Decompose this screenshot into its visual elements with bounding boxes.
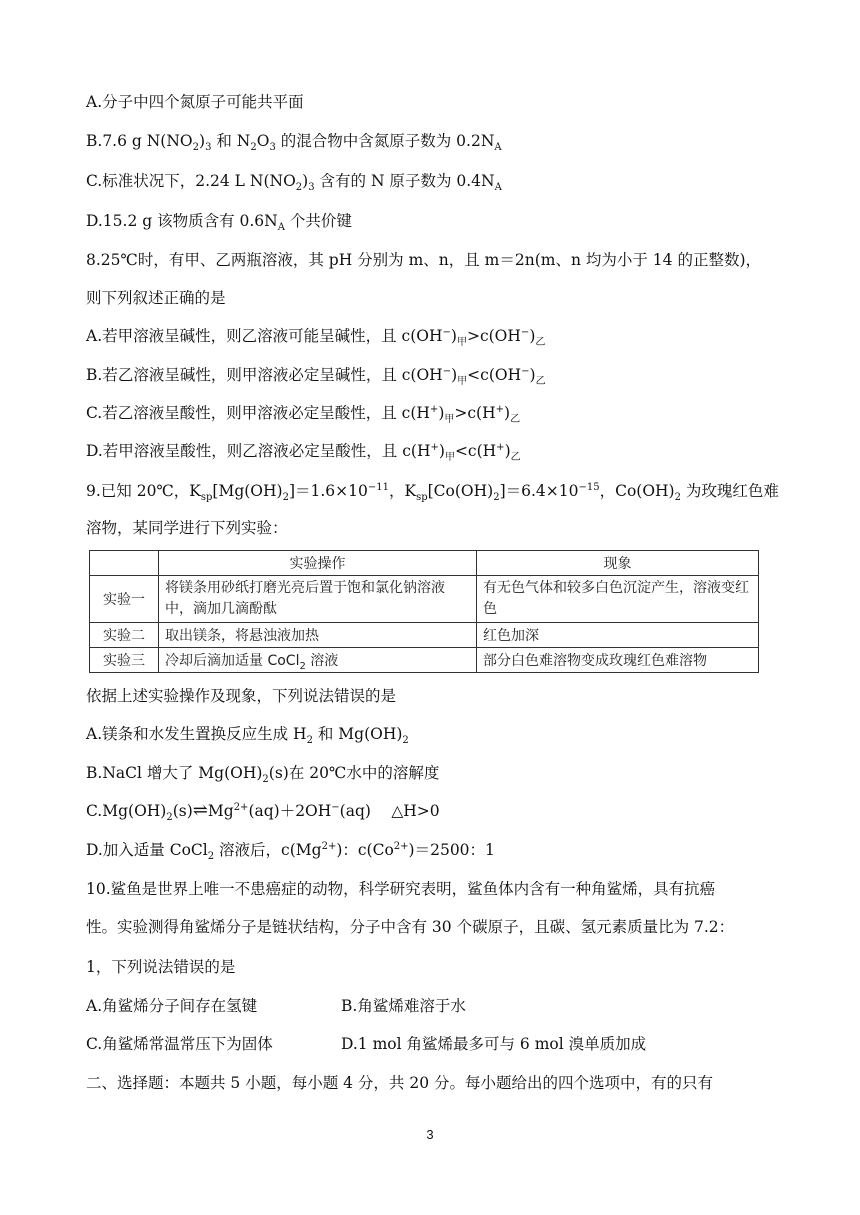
row-observation: 有无色气体和较多白色沉淀产生，溶液变红色 xyxy=(477,576,759,623)
q8-stem-line1: 8.25℃时，有甲、乙两瓶溶液，其 pH 分别为 m、n，且 m＝2n(m、n 均为小于 14 的正整数)， xyxy=(86,251,762,269)
page-number: 3 xyxy=(426,1127,434,1142)
row-operation: 冷却后滴加适量 CoCl$_2$ 溶液 xyxy=(159,648,477,673)
q7-option-a: A.分子中四个氮原子可能共平面 xyxy=(86,93,304,111)
row-observation: 部分白色难溶物变成玫瑰红色难溶物 xyxy=(477,648,759,673)
q7-option-c: C.标准状况下，2.24 L $N(NO_2)_3$ 含有的 N 原子数为 $0.4N_A$ xyxy=(86,172,502,194)
q10-option-b: B.角鲨烯难溶于水 xyxy=(341,997,466,1015)
q9-option-a: A.镁条和水发生置换反应生成 $H_2$ 和 $Mg(OH)_2$ xyxy=(86,725,409,747)
row-name: 实验二 xyxy=(90,623,159,648)
section-two-heading: 二、选择题：本题共 5 小题，每小题 4 分，共 20 分。每小题给出的四个选项中，有的只有 xyxy=(86,1074,714,1092)
table-header-cell: 现象 xyxy=(477,551,759,576)
q8-stem-line2: 则下列叙述正确的是 xyxy=(86,289,226,307)
table-header-cell xyxy=(90,551,159,576)
q7-option-d: D.15.2 g 该物质含有 $0.6N_A$ 个共价键 xyxy=(86,212,352,234)
row-name: 实验三 xyxy=(90,648,159,673)
q10-stem-line1: 10.鲨鱼是世界上唯一不患癌症的动物，科学研究表明，鲨鱼体内含有一种角鲨烯，具有抗癌 xyxy=(86,880,716,898)
row-name: 实验一 xyxy=(90,576,159,623)
q7-option-b: B.7.6 g $N(NO_2)_3$ 和 $N_2O_3$ 的混合物中含氮原子数为 $0.2N_A$ xyxy=(86,132,502,154)
q8-option-d: D.若甲溶液呈酸性，则乙溶液必定呈酸性，且 $c(H^+)_甲<c(H^+)_乙$ xyxy=(86,441,521,464)
q10-option-d: D.1 mol 角鲨烯最多可与 6 mol 溴单质加成 xyxy=(341,1035,647,1053)
row-operation: 取出镁条，将悬浊液加热 xyxy=(159,623,477,648)
q9-option-b: B.NaCl 增大了 $Mg(OH)_2(s)$在 20℃水中的溶解度 xyxy=(86,764,440,786)
row-observation: 红色加深 xyxy=(477,623,759,648)
q9-after-table: 依据上述实验操作及现象，下列说法错误的是 xyxy=(86,687,397,705)
q9-stem-line2: 溶物，某同学进行下列实验： xyxy=(86,519,288,537)
equilibrium-arrow-icon: ⇌ xyxy=(192,800,208,821)
q10-option-c: C.角鲨烯常温常压下为固体 xyxy=(86,1035,273,1053)
q8-option-c: C.若乙溶液呈酸性，则甲溶液必定呈酸性，且 $c(H^+)_甲>c(H^+)_乙$ xyxy=(86,403,521,426)
q10-option-a: A.角鲨烯分子间存在氢键 xyxy=(86,997,258,1015)
row-operation: 将镁条用砂纸打磨光亮后置于饱和氯化钠溶液中，滴加几滴酚酞 xyxy=(159,576,477,623)
q9-stem-line1: 9.已知 20℃，$K_{sp}[Mg(OH)_2]=1.6\times 10^{-11}$，$K_{sp}[Co(OH)_2]=6.4\times 10^{-15}$，$Co(OH)_2$ 为玫瑰红色难 xyxy=(86,481,779,504)
table-row xyxy=(90,648,759,673)
q8-option-a: A.若甲溶液呈碱性，则乙溶液可能呈碱性，且 $c(OH^-)_甲>c(OH^-)_乙$ xyxy=(86,326,546,349)
table-row xyxy=(90,623,759,648)
experiment-table xyxy=(89,550,759,673)
q9-option-c: $C.Mg(OH)_2(s)\rightleftharpoons Mg^{2+}(aq)+2OH^-(aq)$ △H>0 xyxy=(86,800,440,824)
q10-stem-line3: 1，下列说法错误的是 xyxy=(86,958,236,976)
q8-option-b: B.若乙溶液呈碱性，则甲溶液必定呈碱性，且 $c(OH^-)_甲<c(OH^-)_乙$ xyxy=(86,365,546,388)
table-header-cell: 实验操作 xyxy=(159,551,477,576)
q9-option-d: D.加入适量 CoCl$_2$ 溶液后，$c(Mg^{2+})$：$c(Co^{2+})=2500$：1 xyxy=(86,840,495,863)
q10-stem-line2: 性。实验测得角鲨烯分子是链状结构，分子中含有 30 个碳原子，且碳、氢元素质量比为 7.2： xyxy=(86,918,735,936)
table-row xyxy=(90,576,759,623)
table-header-row xyxy=(90,551,759,576)
